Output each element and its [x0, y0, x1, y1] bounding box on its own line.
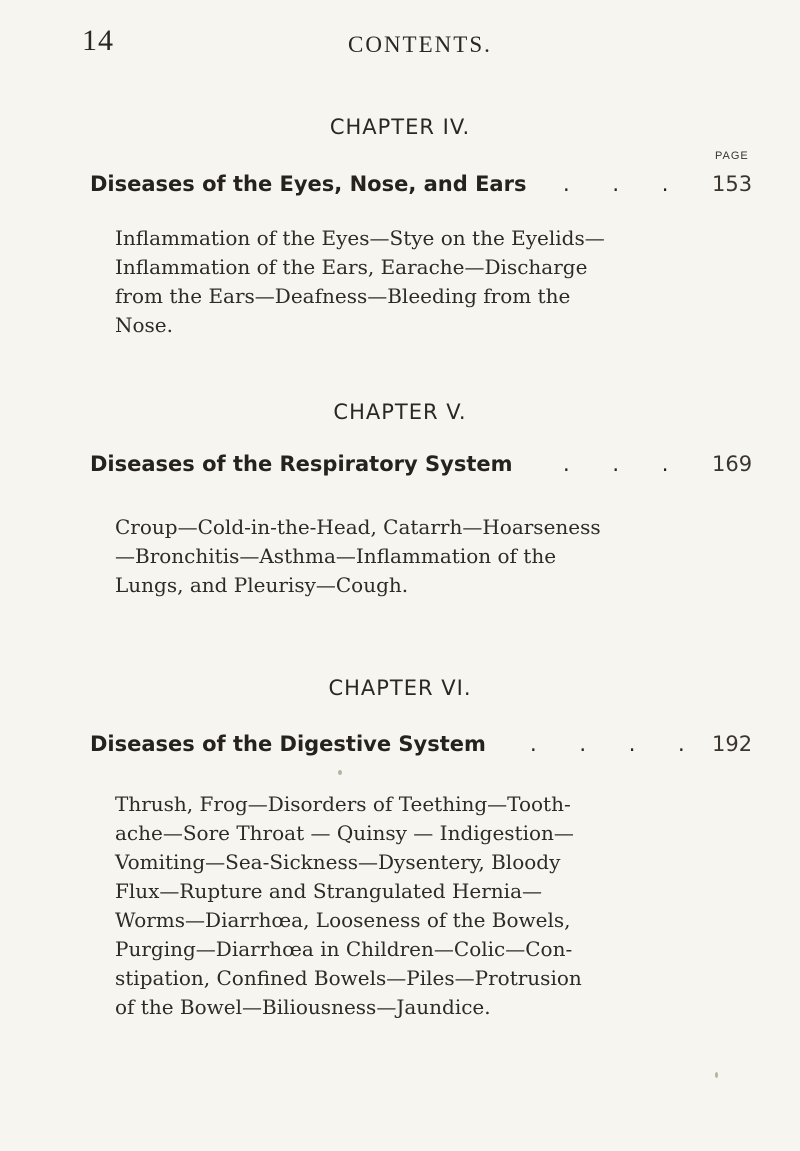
chapter-description [115, 790, 725, 1022]
description-line: Vomiting—Sea-Sickness—Dysentery, Bloody [115, 850, 561, 874]
chapter-title: Diseases of the Respiratory System [90, 452, 513, 476]
description-line: —Bronchitis—Asthma—Inflammation of the [115, 544, 557, 568]
description-line: from the Ears—Deafness—Bleeding from the [115, 284, 571, 308]
description-line: Croup—Cold-in-the-Head, Catarrh—Hoarseness [115, 515, 601, 539]
chapter-heading: CHAPTER VI. [328, 676, 472, 700]
description-line: Lungs, and Pleurisy—Cough. [115, 573, 409, 597]
paper-speck [715, 1072, 718, 1078]
description-line: Nose. [115, 313, 173, 337]
running-title: CONTENTS. [348, 32, 492, 57]
chapter-heading: CHAPTER V. [333, 400, 467, 424]
paper-speck [338, 770, 342, 775]
chapter-title: Diseases of the Eyes, Nose, and Ears [90, 172, 527, 196]
chapter-page-number: 153 [712, 172, 753, 196]
chapter-description [115, 513, 725, 600]
chapter-title: Diseases of the Digestive System [90, 732, 486, 756]
chapter-page-number: 192 [712, 732, 753, 756]
description-line: Worms—Diarrhœa, Looseness of the Bowels, [115, 908, 571, 932]
description-line: Inflammation of the Ears, Earache—Discharge [115, 255, 588, 279]
chapter-description [115, 224, 725, 340]
description-line: ache—Sore Throat — Quinsy — Indigestion— [115, 821, 574, 845]
dot-leader: . . . [563, 452, 687, 476]
chapter-page-number: 169 [712, 452, 753, 476]
dot-leader: . . . [563, 172, 687, 196]
dot-leader: . . . . [530, 732, 703, 756]
page-column-label: PAGE [715, 150, 749, 162]
running-head [82, 24, 562, 64]
page-number: 14 [82, 24, 114, 57]
description-line: Inflammation of the Eyes—Stye on the Eyelids— [115, 226, 605, 250]
chapter-heading: CHAPTER IV. [329, 115, 471, 139]
description-line: Flux—Rupture and Strangulated Hernia— [115, 879, 542, 903]
description-line: Thrush, Frog—Disorders of Teething—Tooth- [115, 792, 571, 816]
description-line: Purging—Diarrhœa in Children—Colic—Con- [115, 937, 573, 961]
description-line: stipation, Confined Bowels—Piles—Protrusion [115, 966, 582, 990]
description-line: of the Bowel—Biliousness—Jaundice. [115, 995, 491, 1019]
